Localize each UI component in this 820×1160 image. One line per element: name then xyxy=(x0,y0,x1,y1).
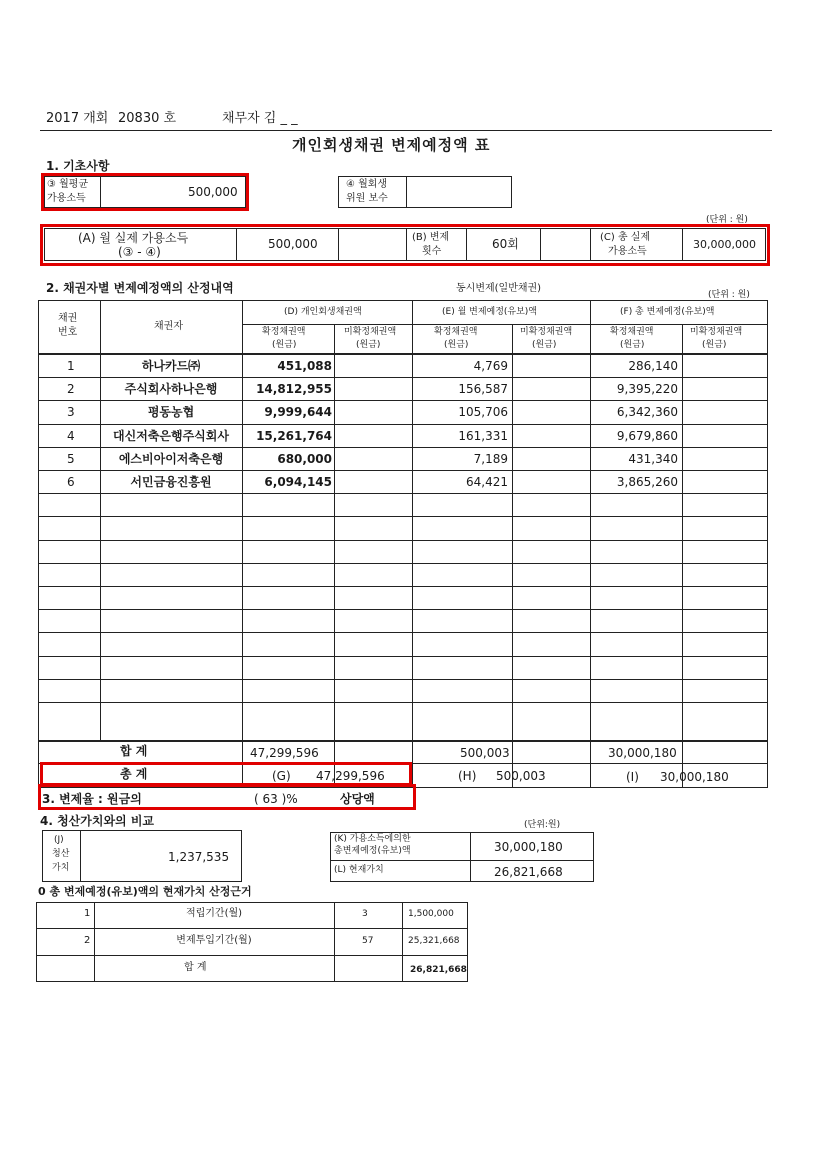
b-label-1: (B) 변제 xyxy=(412,232,450,243)
trustee-label-2: 위원 보수 xyxy=(346,193,388,204)
table-row-line xyxy=(38,656,768,657)
row-f-total: 9,679,860 xyxy=(616,428,678,443)
e-confirmed-2: (원금) xyxy=(444,340,469,350)
table-row-line xyxy=(38,563,768,564)
debtor-label: 채무자 김 _ _ xyxy=(222,111,298,126)
repayment-suffix: 상당액 xyxy=(340,792,375,806)
creditor-table xyxy=(38,300,768,788)
a-value: 500,000 xyxy=(268,237,318,251)
income-value: 500,000 xyxy=(188,185,238,199)
sum-f: 30,000,180 xyxy=(608,746,677,760)
row-e-monthly: 156,587 xyxy=(458,382,508,397)
row-f-total: 6,342,360 xyxy=(616,405,678,420)
table-row-line xyxy=(38,679,768,680)
pv-row-label: 변제투입기간(월) xyxy=(176,935,252,946)
row-number: 6 xyxy=(67,475,75,489)
section5-heading: 0 총 변제예정(유보)액의 현재가치 산정근거 xyxy=(38,885,252,898)
d-confirmed-1: 확정채권액 xyxy=(262,327,306,337)
pv-row-amount: 1,500,000 xyxy=(408,909,454,919)
col-e: (E) 월 변제예정(유보)액 xyxy=(442,307,538,317)
b-value: 60회 xyxy=(492,237,519,251)
liquidation-divider xyxy=(80,830,81,882)
row-creditor: 평동농협 xyxy=(147,405,195,420)
pv-sum-label: 합 계 xyxy=(184,962,207,973)
tbl-v7 xyxy=(682,324,683,788)
row-e-monthly: 105,706 xyxy=(458,405,508,420)
table-row-line xyxy=(38,540,768,541)
l-value: 26,821,668 xyxy=(494,865,563,879)
tbl-v1 xyxy=(100,300,101,740)
tbl-v6 xyxy=(590,300,591,788)
table-row-line xyxy=(38,516,768,517)
tbl-h-sub xyxy=(242,324,768,325)
income-label-2: 가용소득 xyxy=(47,193,86,204)
pv-h1 xyxy=(36,928,468,929)
tbl-v5 xyxy=(512,324,513,788)
comparison-divider xyxy=(470,832,471,882)
total-g-label: (G) xyxy=(272,769,291,783)
j-label-3: 가치 xyxy=(52,863,70,873)
k-label-2: 총변제예정(유보)액 xyxy=(334,846,411,856)
c-label-2: 가용소득 xyxy=(608,246,647,257)
f-unconfirmed-2: (원금) xyxy=(702,340,727,350)
tbl-h-head xyxy=(38,353,768,355)
section2-note: 동시변제(일반채권) xyxy=(456,283,542,294)
k-label-1: (K) 가용소득에의한 xyxy=(334,834,411,844)
income-highlight xyxy=(41,173,249,211)
col-d: (D) 개인회생채권액 xyxy=(284,307,362,317)
j-label-1: (J) xyxy=(54,835,64,845)
e-confirmed-1: 확정채권액 xyxy=(434,327,478,337)
c-label-1: (C) 총 실제 xyxy=(600,232,651,243)
col-f: (F) 총 변제예정(유보)액 xyxy=(620,307,715,317)
table-row-line xyxy=(38,377,768,378)
d-unconfirmed-2: (원금) xyxy=(356,340,381,350)
c-value: 30,000,000 xyxy=(693,238,756,251)
sum-e: 500,003 xyxy=(460,746,510,760)
pv-row-label: 적립기간(월) xyxy=(185,908,243,919)
row-creditor: 대신저축은행주식회사 xyxy=(113,428,229,443)
comparison-mid xyxy=(330,860,594,861)
case-year: 2017 개회 xyxy=(46,111,109,126)
pv-row-number: 2 xyxy=(84,935,91,946)
row-d-confirmed: 15,261,764 xyxy=(256,428,332,443)
table-row-line xyxy=(38,609,768,610)
pv-sum-amount: 26,821,668 xyxy=(410,965,467,975)
j-label-2: 청산 xyxy=(52,849,70,859)
tbl-h-sum xyxy=(38,740,768,742)
row-number: 3 xyxy=(67,405,75,420)
row-e-monthly: 7,189 xyxy=(473,451,508,466)
section3-heading: 3. 변제율 : 원금의 xyxy=(42,792,142,806)
sum-d: 47,299,596 xyxy=(250,746,319,760)
income-label-1: ③ 월평균 xyxy=(47,179,89,190)
section1-unit: (단위 : 원) xyxy=(706,215,748,225)
summary-highlight xyxy=(40,224,770,266)
trustee-divider xyxy=(406,176,407,208)
row-creditor: 하나카드㈜ xyxy=(141,359,201,373)
row-number: 4 xyxy=(67,428,75,443)
table-row-line xyxy=(38,493,768,494)
section4-unit: (단위:원) xyxy=(524,820,561,830)
section2-heading: 2. 채권자별 변제예정액의 산정내역 xyxy=(46,281,234,295)
table-row-line xyxy=(38,632,768,633)
pv-v1 xyxy=(94,902,95,982)
header-rule xyxy=(40,130,772,131)
row-d-confirmed: 14,812,955 xyxy=(256,382,332,397)
row-d-confirmed: 451,088 xyxy=(277,359,332,373)
table-row-line xyxy=(38,447,768,448)
row-creditor: 서민금융진흥원 xyxy=(130,475,212,489)
table-row-line xyxy=(38,470,768,471)
e-unconfirmed-2: (원금) xyxy=(532,340,557,350)
a-label-2: (③ - ④) xyxy=(118,245,161,259)
row-creditor: 주식회사하나은행 xyxy=(124,382,218,397)
pv-row-amount: 25,321,668 xyxy=(408,936,460,946)
row-e-monthly: 64,421 xyxy=(466,475,508,489)
total-i-label: (I) xyxy=(626,770,639,784)
row-f-total: 431,340 xyxy=(628,451,678,466)
l-label: (L) 현재가치 xyxy=(334,865,384,875)
tbl-v2 xyxy=(242,300,243,788)
d-unconfirmed-1: 미확정채권액 xyxy=(344,327,397,337)
pv-v3 xyxy=(402,902,403,982)
total-h-label: (H) xyxy=(458,769,477,783)
repayment-rate: ( 63 )% xyxy=(254,792,298,806)
table-row-line xyxy=(38,702,768,703)
e-unconfirmed-1: 미확정채권액 xyxy=(520,327,573,337)
trustee-label-1: ④ 월회생 xyxy=(346,179,388,190)
table-row-line xyxy=(38,424,768,425)
col-creditor: 채권자 xyxy=(154,321,183,332)
document-title: 개인회생채권 변제예정액 표 xyxy=(292,136,491,154)
pv-v2 xyxy=(334,902,335,982)
row-d-confirmed: 680,000 xyxy=(277,451,332,466)
pv-row-months: 3 xyxy=(362,909,368,919)
rate-highlight xyxy=(38,784,416,810)
total-label: 총 계 xyxy=(120,767,148,781)
row-f-total: 9,395,220 xyxy=(616,382,678,397)
f-unconfirmed-1: 미확정채권액 xyxy=(690,327,743,337)
total-h: 500,003 xyxy=(496,769,546,783)
sum-label: 합 계 xyxy=(120,744,148,758)
b-label-2: 횟수 xyxy=(422,246,442,257)
tbl-v3 xyxy=(334,324,335,788)
row-number: 1 xyxy=(67,359,75,373)
case-number: 20830 호 xyxy=(118,111,177,126)
f-confirmed-1: 확정채권액 xyxy=(610,327,654,337)
row-creditor: 에스비아이저축은행 xyxy=(118,451,224,466)
d-confirmed-2: (원금) xyxy=(272,340,297,350)
row-e-monthly: 4,769 xyxy=(473,359,508,373)
pv-row-months: 57 xyxy=(362,936,374,946)
table-row-line xyxy=(38,400,768,401)
row-number: 2 xyxy=(67,382,75,397)
tbl-v4 xyxy=(412,300,413,788)
row-number: 5 xyxy=(67,451,75,466)
section4-heading: 4. 청산가치와의 비교 xyxy=(40,814,155,828)
col-no-2: 번호 xyxy=(58,327,78,338)
section2-unit: (단위 : 원) xyxy=(708,290,750,300)
row-f-total: 3,865,260 xyxy=(616,475,678,489)
col-no-1: 채권 xyxy=(58,313,78,324)
pv-h2 xyxy=(36,955,468,956)
a-label-1: (A) 월 실제 가용소득 xyxy=(78,231,189,245)
section1-heading: 1. 기초사항 xyxy=(46,159,110,173)
row-d-confirmed: 9,999,644 xyxy=(264,405,332,420)
pv-row-number: 1 xyxy=(84,908,91,919)
row-d-confirmed: 6,094,145 xyxy=(264,475,332,489)
j-value: 1,237,535 xyxy=(168,850,230,864)
total-i: 30,000,180 xyxy=(660,770,729,784)
k-value: 30,000,180 xyxy=(494,840,563,854)
table-row-line xyxy=(38,586,768,587)
row-e-monthly: 161,331 xyxy=(458,428,508,443)
total-highlight xyxy=(40,762,412,786)
total-g: 47,299,596 xyxy=(316,769,385,783)
f-confirmed-2: (원금) xyxy=(620,340,645,350)
row-f-total: 286,140 xyxy=(628,359,678,373)
